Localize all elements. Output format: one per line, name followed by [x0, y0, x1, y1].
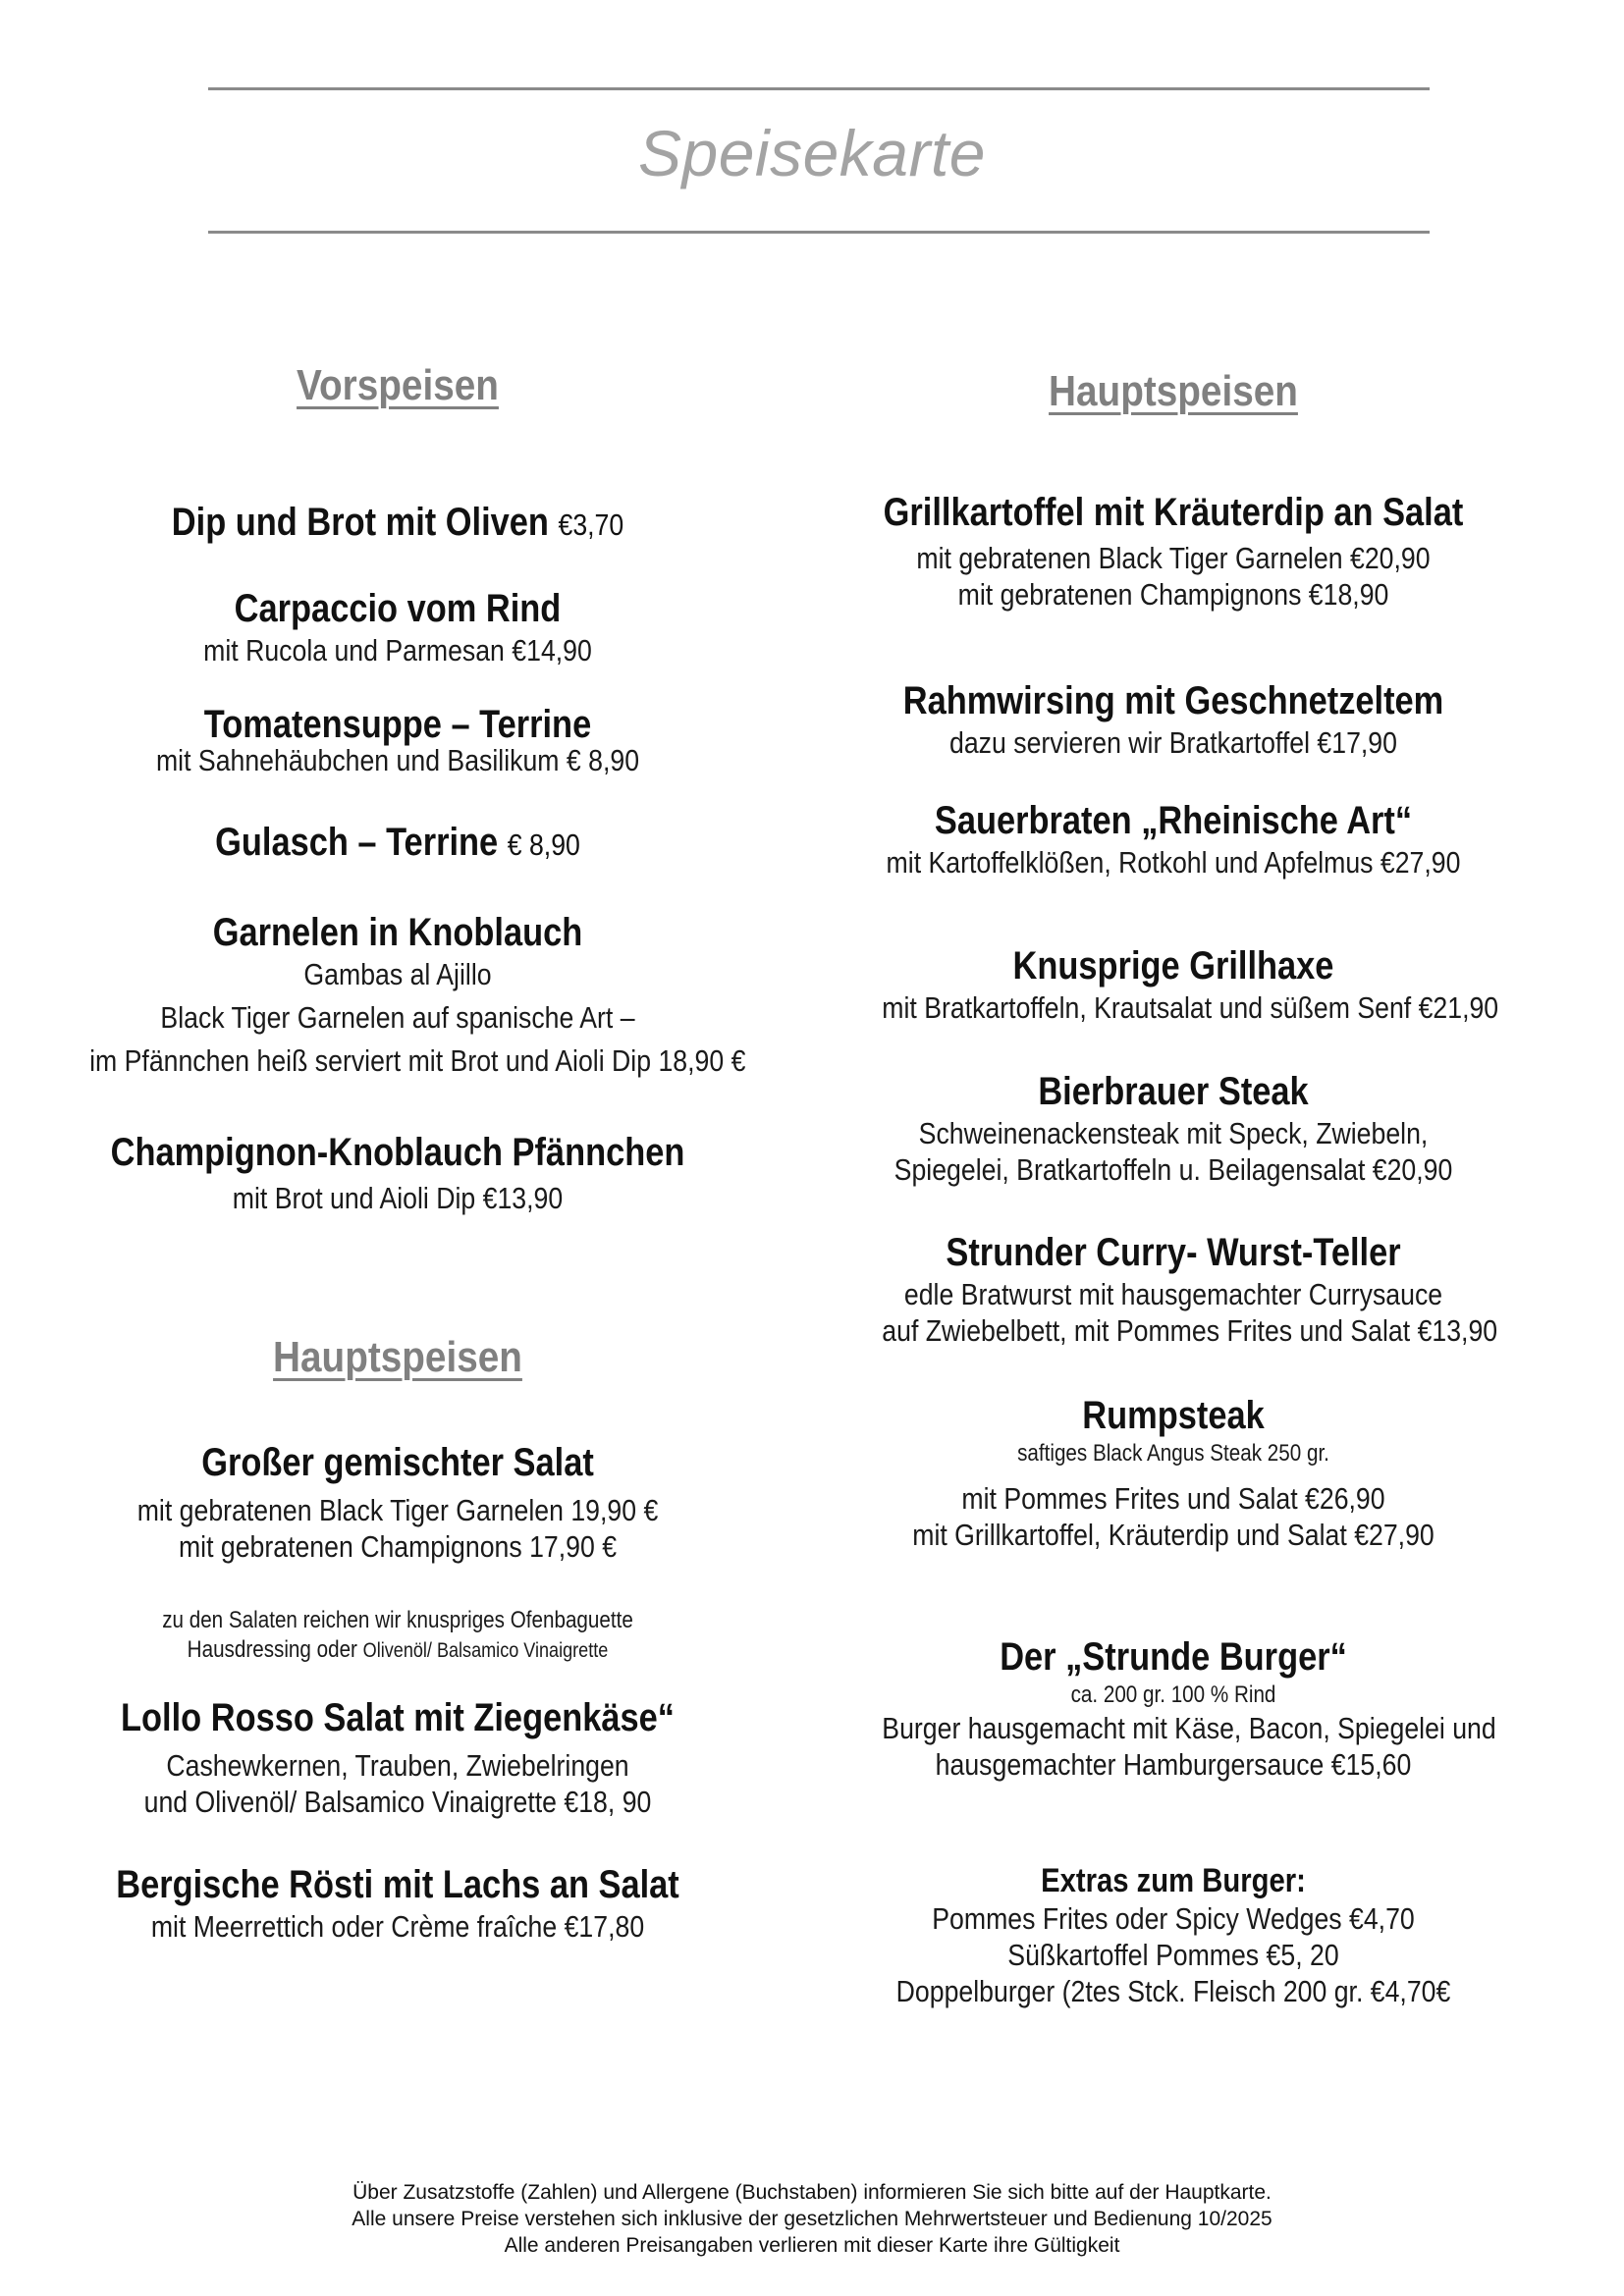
note-line: zu den Salaten reichen wir knuspriges Ofenbaguette: [162, 1607, 633, 1633]
extras-line: Doppelburger (2tes Stck. Fleisch 200 gr. €4,70€: [895, 1974, 1451, 2008]
page-title: Speisekarte: [637, 117, 987, 189]
top-divider: [208, 87, 1430, 90]
item-price: € 8,90: [507, 828, 580, 862]
item-description: Burger hausgemacht mit Käse, Bacon, Spiegelei und: [882, 1711, 1496, 1745]
item-description: im Pfännchen heiß serviert mit Brot und Aioli Dip 18,90 €: [89, 1043, 746, 1078]
extras-heading: Extras zum Burger:: [1041, 1862, 1306, 1899]
item-description: und Olivenöl/ Balsamico Vinaigrette €18, 90: [143, 1785, 652, 1819]
item-name: Strunder Curry- Wurst-Teller: [946, 1231, 1401, 1274]
item-name: Rahmwirsing mit Geschnetzeltem: [902, 679, 1444, 722]
menu-item: [835, 489, 1512, 613]
menu-item: [39, 1129, 756, 1216]
burger-extras: [835, 1861, 1512, 2009]
item-description: mit Bratkartoffeln, Krautsalat und süßem Senf €21,90: [882, 990, 1499, 1025]
item-name: Lollo Rosso Salat mit Ziegenkäse“: [121, 1696, 675, 1739]
item-name: Großer gemischter Salat: [201, 1441, 594, 1484]
item-description: mit gebratenen Champignons €18,90: [957, 577, 1389, 612]
item-description: mit Grillkartoffel, Kräuterdip und Salat €27,90: [912, 1518, 1435, 1552]
menu-item: [835, 1633, 1512, 1783]
item-name: [89, 819, 706, 869]
item-subtitle: ca. 200 gr. 100 % Rind: [1070, 1682, 1276, 1708]
item-description: mit gebratenen Champignons 17,90 €: [178, 1529, 618, 1564]
item-description: mit gebratenen Black Tiger Garnelen 19,90 €: [136, 1493, 659, 1527]
menu-item: [39, 1861, 756, 1945]
item-name: Champignon-Knoblauch Pfännchen: [110, 1131, 685, 1174]
starters-heading-block: [39, 361, 756, 410]
menu-item: [835, 677, 1512, 761]
item-description: mit Brot und Aioli Dip €13,90: [232, 1181, 564, 1215]
item-description: edle Bratwurst mit hausgemachter Currysauce: [903, 1277, 1443, 1311]
item-description: mit Meerrettich oder Crème fraîche €17,80: [150, 1909, 645, 1944]
menu-item: [39, 819, 756, 869]
note-text-small: Olivenöl/ Balsamico Vinaigrette: [362, 1639, 609, 1662]
item-description: auf Zwiebelbett, mit Pommes Frites und Salat €13,90: [882, 1313, 1498, 1348]
item-name: Sauerbraten „Rheinische Art“: [934, 799, 1413, 842]
menu-item: [835, 1392, 1512, 1553]
item-name: Bergische Rösti mit Lachs an Salat: [116, 1863, 679, 1906]
title-divider: [208, 231, 1430, 234]
item-description: mit Pommes Frites und Salat €26,90: [961, 1481, 1385, 1516]
menu-item: [835, 797, 1512, 881]
item-name: Garnelen in Knoblauch: [212, 911, 583, 954]
mains-heading-block: [835, 367, 1512, 416]
item-description: hausgemachter Hamburgersauce €15,60: [935, 1747, 1412, 1782]
item-title: Dip und Brot mit Oliven: [171, 501, 549, 544]
note-line: [89, 1635, 706, 1666]
item-description: Black Tiger Garnelen auf spanische Art –: [160, 1000, 635, 1035]
item-name: Rumpsteak: [1082, 1394, 1265, 1437]
mains-heading-block: [39, 1333, 756, 1382]
extras-line: Süßkartoffel Pommes €5, 20: [1007, 1938, 1339, 1972]
item-name: Tomatensuppe – Terrine: [203, 703, 592, 746]
footer-line: Alle unsere Preise verstehen sich inklusive der gesetzlichen Mehrwertsteuer und Bedienung 10/2025: [352, 2208, 1272, 2230]
menu-item: [39, 585, 756, 668]
item-description: Cashewkernen, Trauben, Zwiebelringen: [166, 1748, 629, 1783]
footer-line: Über Zusatzstoffe (Zahlen) und Allergene (Buchstaben) informieren Sie sich bitte auf der Hauptkarte.: [352, 2181, 1272, 2204]
item-description: Schweinenackensteak mit Speck, Zwiebeln,: [918, 1116, 1429, 1150]
note-text: Hausdressing oder: [187, 1636, 357, 1663]
mains-heading-right: Hauptspeisen: [1049, 367, 1298, 415]
item-description: mit Kartoffelklößen, Rotkohl und Apfelmus €27,90: [886, 845, 1461, 880]
item-name: Knusprige Grillhaxe: [1012, 944, 1334, 988]
menu-item: [39, 701, 756, 778]
salad-note: [39, 1606, 756, 1666]
menu-item: [835, 1068, 1512, 1188]
item-description: mit Sahnehäubchen und Basilikum € 8,90: [155, 743, 640, 777]
item-description: mit gebratenen Black Tiger Garnelen €20,90: [916, 541, 1431, 575]
menu-item: [835, 942, 1512, 1026]
item-description: Gambas al Ajillo: [303, 957, 492, 991]
item-name: [89, 499, 706, 549]
item-description: dazu servieren wir Bratkartoffel €17,90: [949, 725, 1397, 760]
menu-item: [39, 499, 756, 549]
starters-heading: Vorspeisen: [297, 361, 499, 409]
item-subtitle: saftiges Black Angus Steak 250 gr.: [1017, 1440, 1329, 1467]
item-description: Spiegelei, Bratkartoffeln u. Beilagensalat €20,90: [893, 1152, 1453, 1187]
item-name: Grillkartoffel mit Kräuterdip an Salat: [883, 491, 1464, 534]
item-description: mit Rucola und Parmesan €14,90: [203, 633, 592, 667]
menu-item: [39, 1439, 756, 1565]
item-title: Gulasch – Terrine: [215, 821, 499, 864]
menu-item: [835, 1229, 1512, 1349]
menu-item: [39, 1694, 756, 1820]
item-name: Bierbrauer Steak: [1038, 1070, 1309, 1113]
footer-notes: [0, 2179, 1624, 2259]
mains-heading-left: Hauptspeisen: [273, 1333, 522, 1381]
item-price: €3,70: [558, 507, 624, 542]
item-name: Carpaccio vom Rind: [234, 587, 562, 630]
extras-line: Pommes Frites oder Spicy Wedges €4,70: [932, 1901, 1415, 1936]
item-name: Der „Strunde Burger“: [1000, 1635, 1347, 1679]
footer-line: Alle anderen Preisangaben verlieren mit dieser Karte ihre Gültigkeit: [504, 2234, 1120, 2257]
menu-item: [39, 909, 756, 1079]
